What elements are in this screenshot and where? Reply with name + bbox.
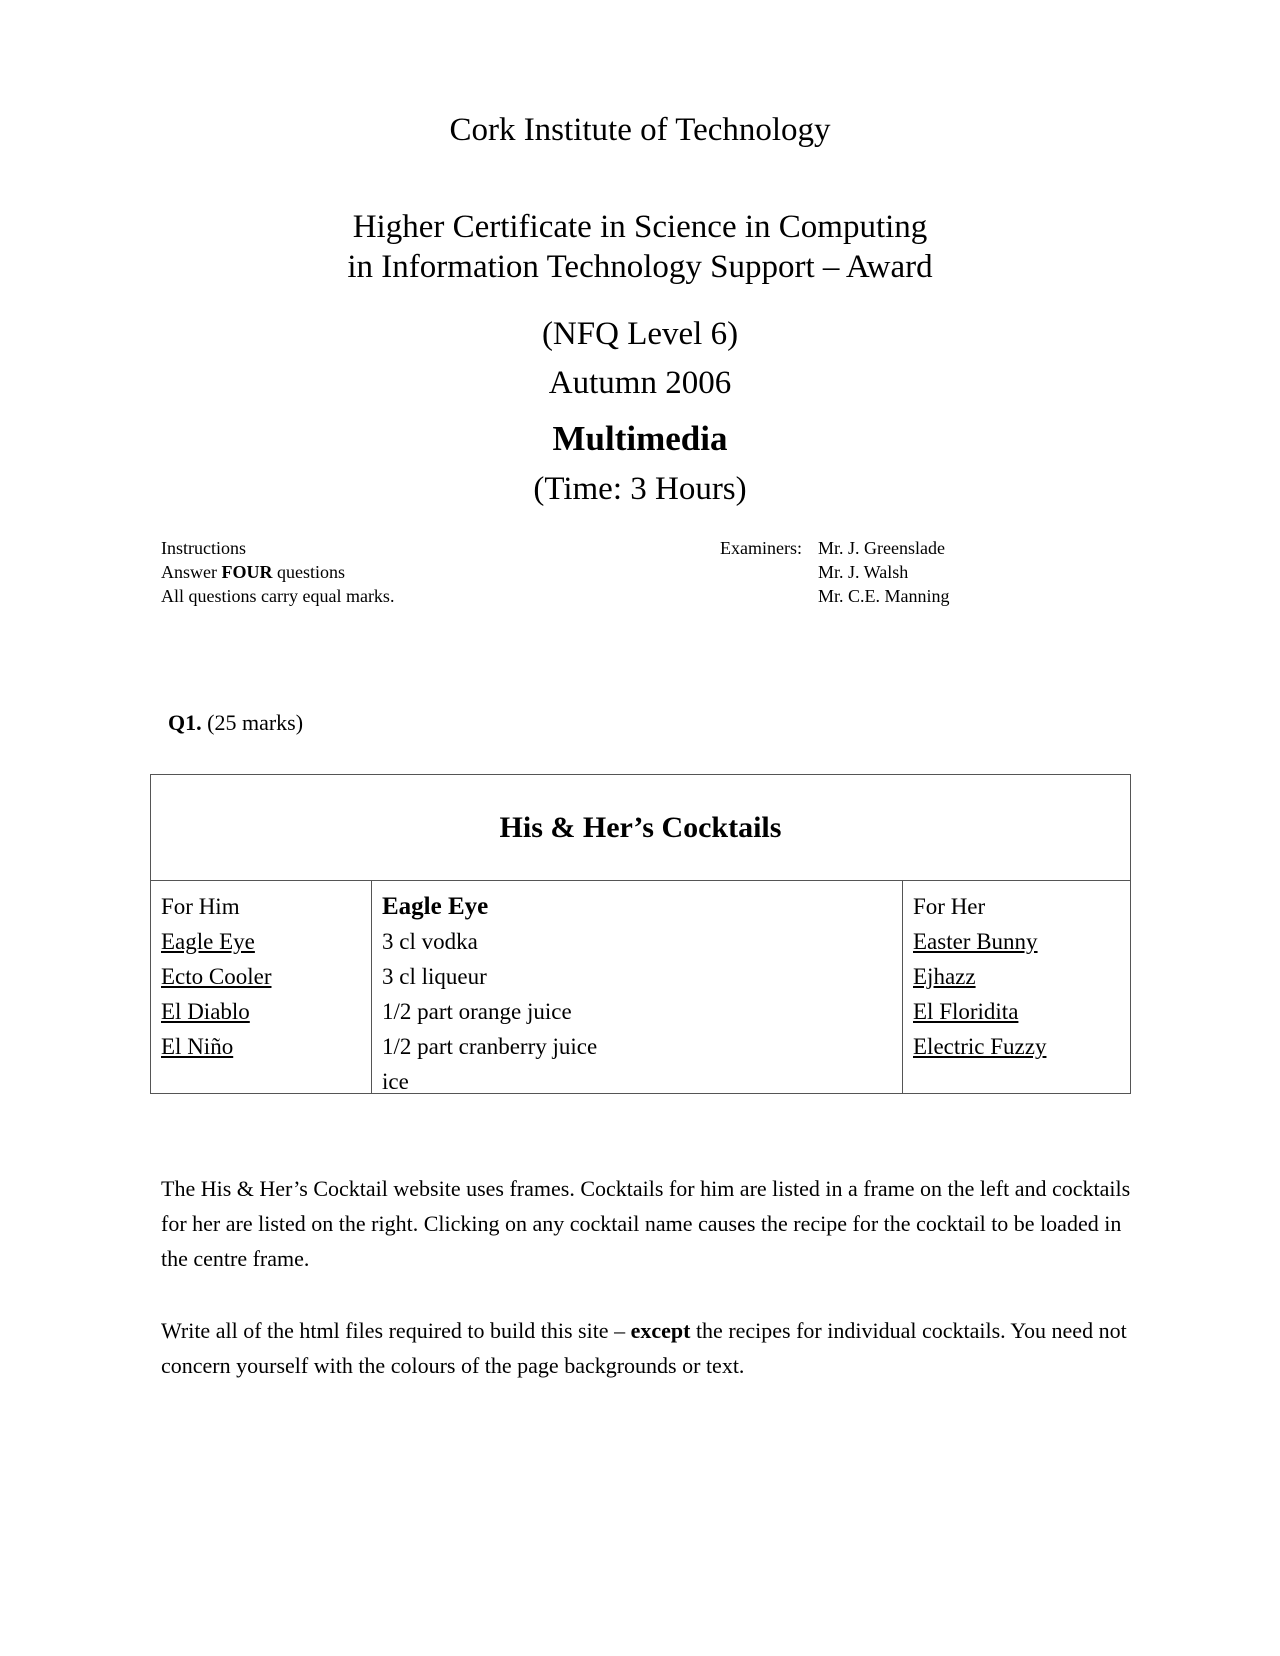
right-frame-for-her bbox=[903, 881, 1130, 1093]
subject-title: Multimedia bbox=[552, 419, 728, 458]
institute-name: Cork Institute of Technology bbox=[449, 112, 831, 148]
question-description: The His & Her’s Cocktail website uses frames. Cocktails for him are listed in a frame on the left and cocktails for her are listed on the right. Clicking on any cocktail name causes the recipe for the cocktail to be loaded in the centre frame. bbox=[161, 1176, 1131, 1271]
examiners-label: Examiners: bbox=[720, 538, 802, 558]
cocktail-frames-figure bbox=[150, 774, 1131, 1094]
marks-note: All questions carry equal marks. bbox=[161, 586, 395, 606]
examiner-name: Mr. J. Walsh bbox=[818, 562, 909, 582]
question-heading bbox=[168, 710, 303, 736]
left-frame-for-him bbox=[151, 881, 372, 1093]
nfq-level: (NFQ Level 6) bbox=[541, 316, 739, 352]
question-marks: (25 marks) bbox=[201, 710, 304, 735]
recipe-ingredient: 3 cl liqueur bbox=[382, 964, 487, 989]
certificate-title-line1: Higher Certificate in Science in Computing bbox=[352, 209, 928, 245]
cocktail-link-el-nino[interactable]: El Niño bbox=[161, 1034, 234, 1059]
answer-count: FOUR bbox=[221, 562, 273, 582]
examiners-list bbox=[818, 536, 950, 608]
figure-title: His & Her’s Cocktails bbox=[151, 775, 1130, 881]
recipe-ingredient: 1/2 part cranberry juice bbox=[382, 1034, 598, 1059]
question-task bbox=[161, 1313, 1131, 1383]
exam-duration: (Time: 3 Hours) bbox=[533, 471, 747, 507]
cocktail-link-el-diablo[interactable]: El Diablo bbox=[161, 999, 250, 1024]
right-frame-heading: For Her bbox=[913, 894, 986, 919]
cocktail-link-eagle-eye[interactable]: Eagle Eye bbox=[161, 929, 255, 954]
certificate-title-line2: in Information Technology Support – Award bbox=[347, 249, 933, 285]
cocktail-link-el-floridita[interactable]: El Floridita bbox=[913, 999, 1019, 1024]
exam-session: Autumn 2006 bbox=[548, 365, 732, 401]
answer-instruction bbox=[161, 560, 394, 584]
examiner-name: Mr. J. Greenslade bbox=[818, 538, 945, 558]
cocktail-link-electric-fuzzy[interactable]: Electric Fuzzy bbox=[913, 1034, 1047, 1059]
task-prefix: Write all of the html files required to build this site – bbox=[161, 1318, 631, 1343]
recipe-ingredient: ice bbox=[382, 1069, 409, 1094]
answer-prefix: Answer bbox=[161, 562, 222, 582]
instructions-block bbox=[161, 536, 394, 608]
recipe-ingredient: 3 cl vodka bbox=[382, 929, 478, 954]
recipe-title: Eagle Eye bbox=[382, 893, 489, 920]
examiner-name: Mr. C.E. Manning bbox=[818, 586, 950, 606]
instructions-title: Instructions bbox=[161, 538, 246, 558]
centre-frame-recipe bbox=[372, 881, 903, 1093]
task-emphasis: except bbox=[630, 1318, 691, 1343]
cocktail-link-easter-bunny[interactable]: Easter Bunny bbox=[913, 929, 1038, 954]
cocktail-link-ejhazz[interactable]: Ejhazz bbox=[913, 964, 976, 989]
cocktail-link-ecto-cooler[interactable]: Ecto Cooler bbox=[161, 964, 272, 989]
task-suffix: the recipes for individual cocktails. You need not concern yourself with the colours of the page backgrounds or text. bbox=[161, 1318, 1127, 1378]
answer-suffix: questions bbox=[272, 562, 346, 582]
left-frame-heading: For Him bbox=[161, 894, 240, 919]
recipe-ingredient: 1/2 part orange juice bbox=[382, 999, 572, 1024]
question-number: Q1. bbox=[168, 710, 202, 735]
